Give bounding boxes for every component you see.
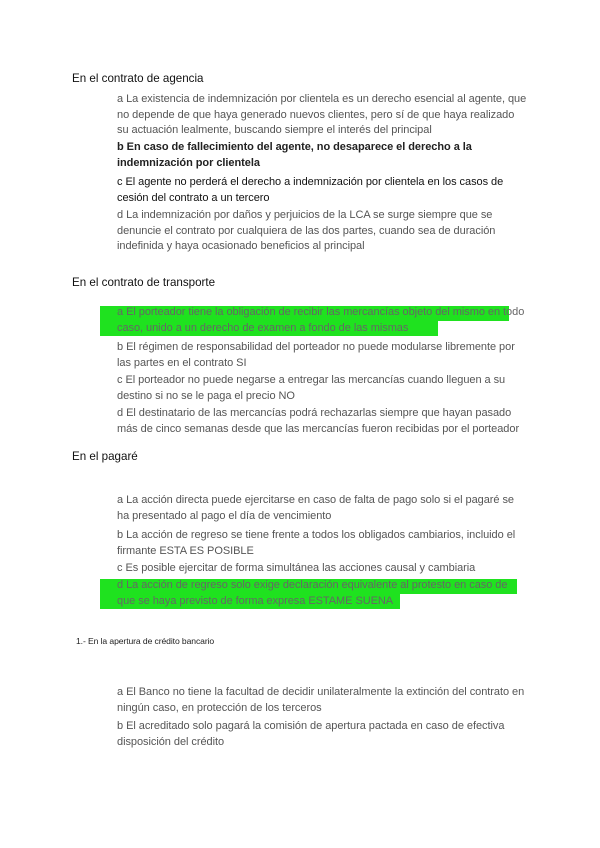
section-heading-transporte: En el contrato de transporte (72, 276, 216, 289)
option-d-pagare: d La acción de regreso solo exige declaración equivalente al protesto en caso de que se haya previsto de forma expresa ESTAME SUENA (117, 579, 508, 607)
option-c-pagare: c Es posible ejercitar de forma simultánea las acciones causal y cambiaria (117, 562, 476, 574)
option-b-transporte: b El régimen de responsabilidad del porteador no puede modularse libremente por las partes en el contrato SI (117, 341, 515, 369)
option-c-agencia: c El agente no perderá el derecho a indemnización por clientela en los casos de cesión del contrato a un tercero (117, 176, 504, 204)
option-d-transporte: d El destinatario de las mercancías podrá rechazarlas siempre que hayan pasado más de cinco semanas desde que las mercancías fueron recibidas por el porteador (117, 407, 520, 435)
option-a-transporte: a El porteador tiene la obligación de recibir las mercancías objeto del mismo en todo caso, unido a un derecho de examen a fondo de las mismas (117, 306, 525, 334)
option-b-pagare: b La acción de regreso se tiene frente a todos los obligados cambiarios, incluido el firmante ESTA ES POSIBLE (117, 529, 516, 557)
option-b-credito: b El acreditado solo pagará la comisión de apertura pactada en caso de efectiva disposición del crédito (117, 720, 505, 748)
option-c-transporte: c El porteador no puede negarse a entregar las mercancías cuando lleguen a su destino si no se le paga el precio NO (117, 374, 506, 402)
option-a-pagare: a La acción directa puede ejercitarse en caso de falta de pago solo si el pagaré se ha presentado al pago el día de vencimiento (117, 494, 515, 522)
option-d-agencia: d La indemnización por daños y perjuicios de la LCA se surge siempre que se denuncie el contrato por cualquiera de las dos partes, cuando sea de duración indefinida y haya ocasionado beneficios al principal (117, 209, 496, 252)
option-b-agencia: b En caso de fallecimiento del agente, no desaparece el derecho a la indemnización por clientela (117, 141, 472, 169)
option-a-credito: a El Banco no tiene la facultad de decidir unilateralmente la extinción del contrato en ningún caso, en protección de los terceros (117, 686, 525, 714)
section-heading-pagare: En el pagaré (72, 450, 138, 463)
section-heading-credito: 1.- En la apertura de crédito bancario (76, 636, 215, 646)
section-heading-agencia: En el contrato de agencia (72, 72, 204, 85)
option-a-agencia: a La existencia de indemnización por clientela es un derecho esencial al agente, que no depende de que haya generado nuevos clientes, pero sí de que haya realizado su actuación lealmente, buscando siempre el interés del principal (117, 93, 527, 136)
